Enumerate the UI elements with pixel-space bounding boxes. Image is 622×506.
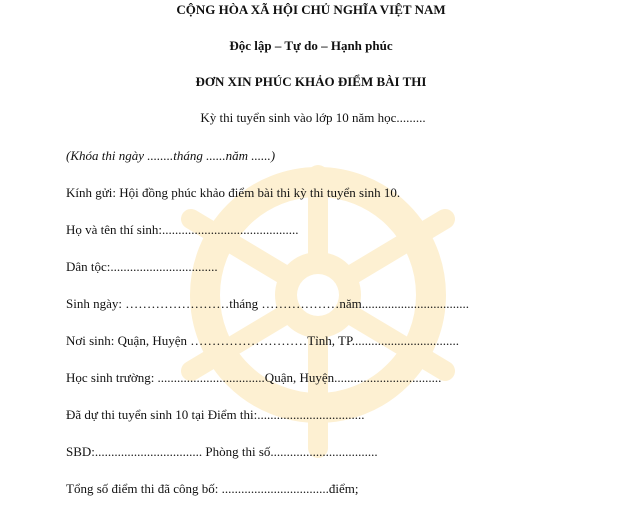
exam-name: Kỳ thi tuyển sinh vào lớp 10 năm học......... — [200, 110, 426, 125]
document-title: ĐƠN XIN PHÚC KHẢO ĐIỂM BÀI THI — [195, 74, 427, 89]
fullname-field: Họ và tên thí sinh:.......................................... — [66, 222, 299, 237]
birthdate-field: Sinh ngày: ……………………tháng ………………năm................................. — [66, 296, 469, 311]
exam-session: (Khóa thi ngày ........tháng ......năm ......) — [66, 148, 276, 163]
candidate-room-field: SBD:................................. Phòng thi số................................. — [66, 444, 378, 459]
recipient: Kính gửi: Hội đồng phúc khảo điểm bài thi kỳ thi tuyển sinh 10. — [66, 185, 401, 200]
ethnicity-field: Dân tộc:................................. — [66, 259, 218, 274]
school-field: Học sinh trường: .................................Quận, Huyện................................. — [66, 370, 442, 385]
birthplace-field: Nơi sinh: Quận, Huyện ………………………Tỉnh, TP................................. — [66, 333, 460, 348]
motto: Độc lập – Tự do – Hạnh phúc — [229, 38, 393, 53]
total-score-field: Tổng số điểm thi đã công bố: .................................điểm; — [66, 481, 359, 496]
exam-site-field: Đã dự thi tuyển sinh 10 tại Điểm thi:................................. — [66, 407, 365, 422]
nation-heading: CỘNG HÒA XÃ HỘI CHỦ NGHĨA VIỆT NAM — [176, 2, 446, 17]
